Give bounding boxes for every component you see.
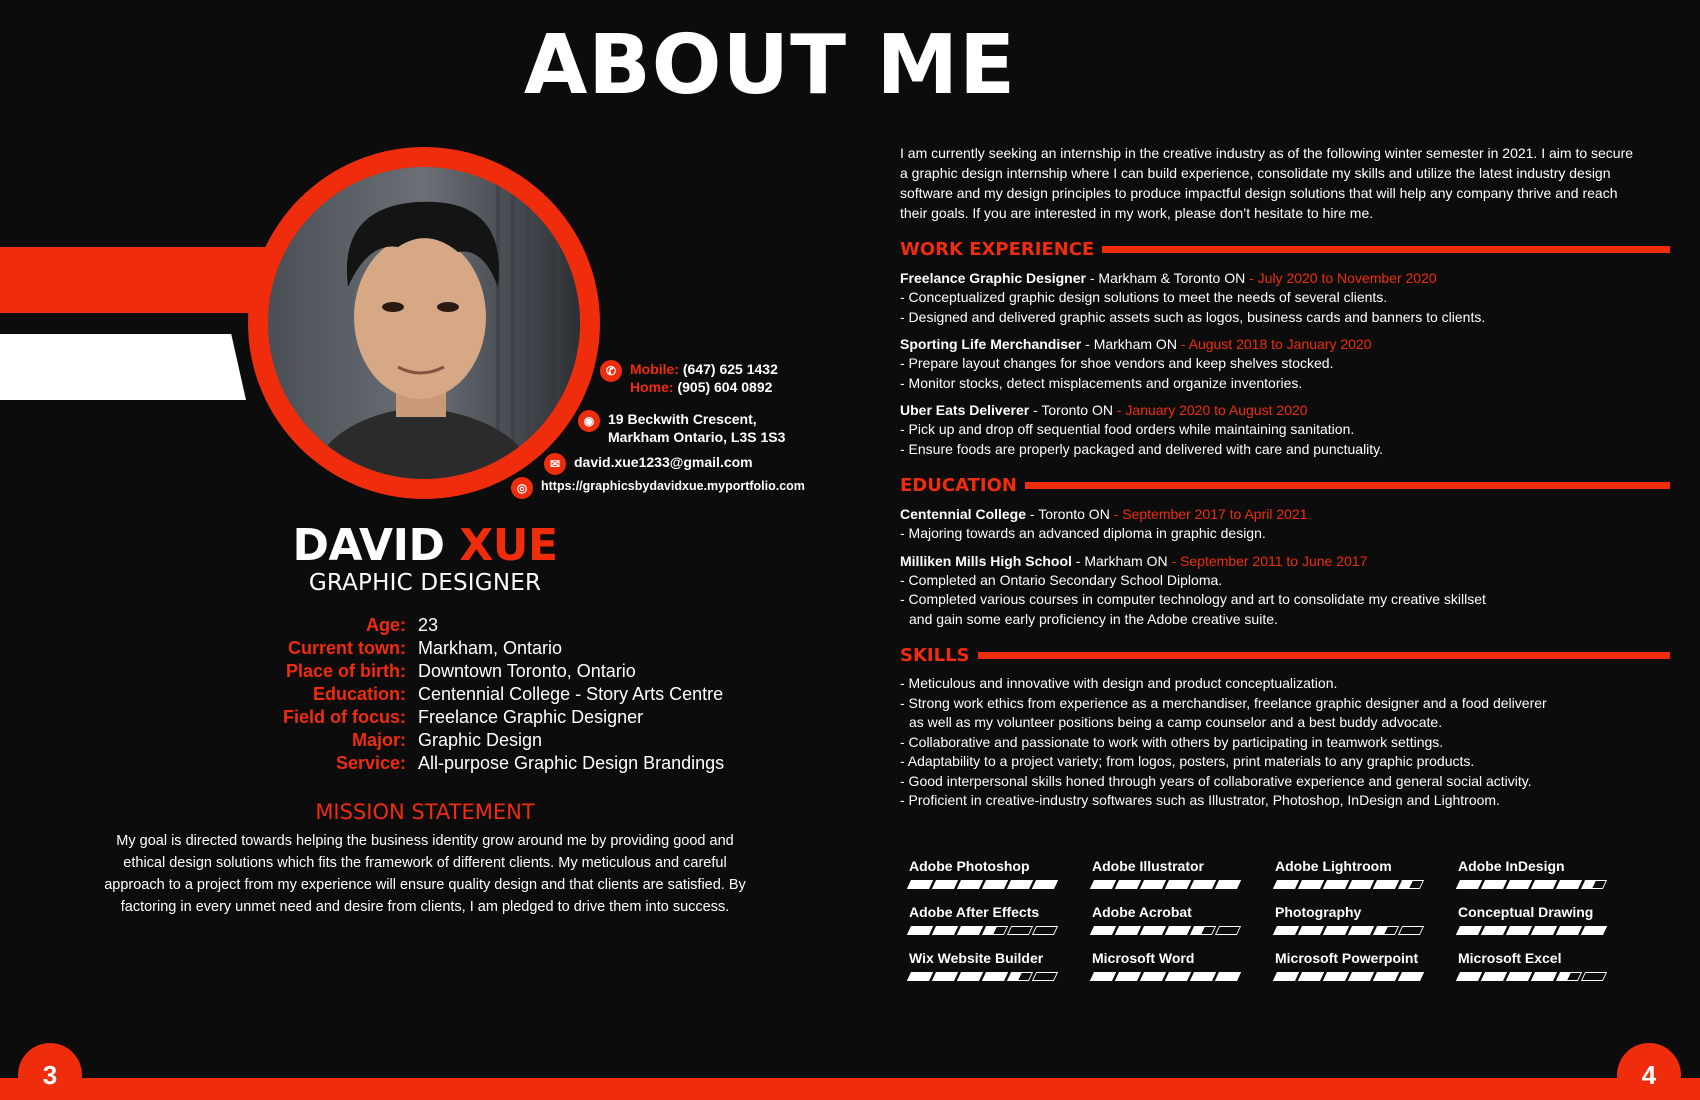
skill-segment (932, 972, 958, 981)
skill-segment (982, 926, 1008, 935)
skill-segment (1190, 972, 1216, 981)
skill-segment (1298, 880, 1324, 889)
page-title: ABOUT ME (523, 18, 1017, 113)
skill-segment (1398, 972, 1424, 981)
skill-segment (1348, 926, 1374, 935)
skill-bar (1275, 926, 1458, 935)
address-contact (578, 410, 785, 446)
skill-segment (1348, 880, 1374, 889)
skill-rating (1092, 949, 1275, 981)
job-entry (900, 400, 1670, 459)
skill-segment (1165, 880, 1191, 889)
page-number-left: 3 (18, 1043, 82, 1100)
mission-text: My goal is directed towards helping the business identity grow around me by providing good and ethical design solutions which fits the framework of different clients. My meticulous and careful approach to a project from my experience will ensure quality design and that clients are satisfied. By factoring in every unmet need and desire from clients, I am pledged to drive them into success. (104, 833, 746, 915)
detail-value: Markham, Ontario (418, 638, 563, 658)
skill-segment (1506, 972, 1532, 981)
skill-segment (1273, 926, 1299, 935)
email-link[interactable]: david.xue1233@gmail.com (574, 454, 753, 470)
skill-segment (1456, 880, 1482, 889)
school-entry (900, 551, 1670, 630)
skill-segment (1456, 926, 1482, 935)
school-place: - Markham ON (1071, 552, 1168, 569)
skill-segment (1007, 972, 1033, 981)
detail-row (160, 637, 800, 660)
skill-segment (1190, 926, 1216, 935)
skill-bullet: - Proficient in creative-industry softwares such as Illustrator, Photoshop, InDesign and Lightroom. (900, 792, 1500, 808)
last-name: XUE (459, 520, 558, 571)
mission-heading: MISSION STATEMENT (315, 800, 535, 824)
job-place: - Markham ON (1081, 336, 1177, 352)
skill-segment (932, 926, 958, 935)
skill-segment (1581, 880, 1607, 889)
detail-value: Graphic Design (418, 730, 543, 750)
mobile-label: Mobile: (630, 361, 679, 377)
skill-segment (1556, 880, 1582, 889)
school-date: - September 2017 to April 2021 (1109, 506, 1308, 522)
mail-icon: ✉ (544, 453, 566, 475)
detail-row (160, 752, 800, 775)
skill-segment (1007, 880, 1033, 889)
skill-segment (1190, 880, 1216, 889)
skill-bar (909, 972, 1092, 981)
home-number[interactable]: (905) 604 0892 (677, 379, 773, 395)
skill-name: Adobe Acrobat (1092, 904, 1192, 920)
skill-segment (1115, 926, 1141, 935)
skill-rating (909, 903, 1092, 935)
skill-segment (1323, 972, 1349, 981)
school-bullet: and gain some early proficiency in the Adobe creative suite. (909, 610, 1278, 627)
globe-icon: ◎ (511, 477, 533, 499)
job-title: Freelance Graphic Designer (900, 270, 1086, 286)
address-line-2: Markham Ontario, L3S 1S3 (608, 429, 786, 445)
skill-name: Adobe Photoshop (909, 858, 1030, 874)
skill-segment (957, 972, 983, 981)
skill-name: Adobe InDesign (1458, 858, 1565, 874)
detail-label: Field of focus: (283, 707, 406, 727)
section-title: EDUCATION (900, 475, 1017, 496)
skill-segment (1140, 880, 1166, 889)
skill-bar (1092, 926, 1275, 935)
skill-segment (1556, 972, 1582, 981)
detail-label: Age: (366, 615, 406, 635)
intro-paragraph: I am currently seeking an internship in the creative industry as of the following winter semester in 2021. I aim to secure a graphic design internship where I can build experience, consolidate my skills and utilize the latest industry design software and my design principles to produce impactful design solutions that will help any company thrive and reach their goals. If you are interested in my work, please don’t hesitate to hire me. (900, 145, 1634, 221)
school-bullet: - Majoring towards an advanced diploma in graphic design. (900, 525, 1266, 541)
skill-bullet: - Collaborative and passionate to work with others by participating in teamwork settings. (900, 733, 1444, 750)
job-bullet: - Designed and delivered graphic assets such as logos, business cards and banners to clients. (900, 308, 1486, 325)
skill-segment (1090, 880, 1116, 889)
skill-segment (1215, 972, 1241, 981)
skill-segment (1273, 972, 1299, 981)
skill-segment (1506, 926, 1532, 935)
detail-label: Service: (335, 753, 406, 773)
detail-value: Freelance Graphic Designer (418, 707, 644, 727)
skill-segment (1032, 972, 1058, 981)
skill-rating (1458, 857, 1641, 889)
detail-row (160, 614, 800, 637)
skill-name: Adobe Illustrator (1092, 858, 1205, 874)
job-title: Uber Eats Deliverer (900, 402, 1030, 418)
job-title: Sporting Life Merchandiser (900, 336, 1082, 352)
school-place: - Toronto ON (1026, 506, 1110, 522)
detail-value: All-purpose Graphic Design Brandings (418, 753, 725, 773)
detail-row (160, 706, 800, 729)
skill-segment (1373, 880, 1399, 889)
skill-name: Microsoft Word (1092, 950, 1195, 966)
skill-segment (1273, 880, 1299, 889)
skill-segment (957, 880, 983, 889)
skill-name: Photography (1275, 904, 1362, 920)
skill-bar (1092, 972, 1275, 981)
skill-rating (1092, 857, 1275, 889)
detail-value: Centennial College - Story Arts Centre (418, 684, 724, 704)
skill-segment (1531, 972, 1557, 981)
skill-segment (1373, 972, 1399, 981)
skill-bar (1275, 972, 1458, 981)
skill-segment (1581, 926, 1607, 935)
address-line-1: 19 Beckwith Crescent, (608, 411, 757, 427)
skill-rating (909, 949, 1092, 981)
detail-value: 23 (418, 615, 439, 635)
skill-segment (1032, 880, 1058, 889)
skill-bullet: - Meticulous and innovative with design and product conceptualization. (900, 675, 1338, 691)
job-role: GRAPHIC DESIGNER (308, 570, 542, 596)
skill-segment (1215, 926, 1241, 935)
detail-label: Current town: (288, 638, 406, 658)
section-title: SKILLS (900, 645, 970, 666)
skill-segment (1115, 880, 1141, 889)
email-contact (544, 453, 753, 475)
skill-segment (907, 880, 933, 889)
job-date: - July 2020 to November 2020 (1245, 270, 1437, 286)
skill-bullet: as well as my volunteer positions being a camp counselor and a best buddy advocate. (909, 714, 1443, 730)
skill-segment (1032, 926, 1058, 935)
section-title: WORK EXPERIENCE (900, 239, 1095, 260)
skill-rating (1458, 903, 1641, 935)
skill-segment (1323, 926, 1349, 935)
skill-segment (1456, 972, 1482, 981)
skills-list (900, 674, 1670, 811)
skills-header (900, 645, 1670, 666)
website-link[interactable]: https://graphicsbydavidxue.myportfolio.com (541, 479, 805, 493)
detail-value: Downtown Toronto, Ontario (418, 661, 636, 681)
skill-rating (1092, 903, 1275, 935)
skill-segment (1348, 972, 1374, 981)
job-entry (900, 268, 1670, 327)
skill-segment (1398, 926, 1424, 935)
skill-rating (909, 857, 1092, 889)
red-accent-bar (0, 247, 290, 313)
skill-segment (1165, 926, 1191, 935)
school-bullet: - Completed various courses in computer technology and art to consolidate my creative skillset (900, 591, 1486, 607)
skill-bar (1275, 880, 1458, 889)
skill-segment (1531, 880, 1557, 889)
school-bullet: - Completed an Ontario Secondary School Diploma. (900, 571, 1223, 588)
personal-details (160, 614, 800, 775)
phone-contact (600, 360, 778, 396)
skill-bar (909, 880, 1092, 889)
detail-label: Place of birth: (285, 661, 406, 681)
detail-row (160, 660, 800, 683)
skill-segment (1481, 972, 1507, 981)
skill-bar (1458, 880, 1641, 889)
skill-segment (1323, 880, 1349, 889)
education-header (900, 475, 1670, 496)
skill-bullet: - Strong work ethics from experience as a merchandiser, freelance graphic designer and a food deliverer (900, 694, 1547, 711)
school-date: - September 2011 to June 2017 (1167, 552, 1368, 569)
skill-segment (1140, 972, 1166, 981)
job-bullet: - Pick up and drop off sequential food orders while maintaining sanitation. (900, 421, 1355, 437)
work-experience-header (900, 239, 1670, 260)
skill-segment (1090, 926, 1116, 935)
detail-row (160, 683, 800, 706)
detail-row (160, 729, 800, 752)
white-accent-bar (0, 334, 246, 400)
skill-segment (1140, 926, 1166, 935)
detail-label: Education: (313, 684, 406, 704)
school-name: Centennial College (900, 506, 1027, 522)
phone-icon: ✆ (600, 360, 622, 382)
school-entry (900, 504, 1670, 544)
job-place: - Toronto ON (1029, 402, 1113, 418)
skill-segment (907, 972, 933, 981)
job-place: - Markham & Toronto ON (1085, 270, 1246, 286)
skill-segment (1115, 972, 1141, 981)
profile-photo (268, 167, 580, 479)
section-rule (1102, 246, 1670, 253)
skill-rating (1458, 949, 1641, 981)
skill-bullet: - Adaptability to a project variety; from logos, posters, print materials to any graphic products. (900, 753, 1475, 769)
skill-segment (982, 880, 1008, 889)
skill-segment (957, 926, 983, 935)
detail-label: Major: (352, 730, 406, 750)
skill-bar (909, 926, 1092, 935)
skill-segment (1298, 972, 1324, 981)
skill-segment (1165, 972, 1191, 981)
home-label: Home: (630, 379, 674, 395)
job-bullet: - Monitor stocks, detect misplacements and organize inventories. (900, 374, 1303, 391)
job-bullet: - Prepare layout changes for shoe vendors and keep shelves stocked. (900, 355, 1334, 371)
skill-segment (1298, 926, 1324, 935)
footer-bar (0, 1078, 1700, 1100)
skill-segment (932, 880, 958, 889)
skill-segment (1215, 880, 1241, 889)
page-number-right: 4 (1617, 1043, 1681, 1100)
section-rule (1025, 482, 1670, 489)
skill-name: Conceptual Drawing (1458, 904, 1594, 920)
skill-bar (1092, 880, 1275, 889)
job-bullet: - Conceptualized graphic design solutions to meet the needs of several clients. (900, 289, 1388, 305)
person-name (0, 520, 850, 571)
skill-name: Microsoft Excel (1458, 950, 1562, 966)
skill-segment (1373, 926, 1399, 935)
skill-segment (1506, 880, 1532, 889)
skill-bullet: - Good interpersonal skills honed through years of collaborative experience and general social activity. (900, 772, 1532, 789)
portrait-image (268, 167, 580, 479)
skill-rating (1275, 857, 1458, 889)
website-contact (511, 477, 805, 499)
skill-segment (1481, 880, 1507, 889)
skill-rating (1275, 903, 1458, 935)
location-pin-icon: ◉ (578, 410, 600, 432)
skill-bar (1458, 972, 1641, 981)
job-entry (900, 334, 1670, 393)
first-name: DAVID (292, 520, 445, 571)
skill-name: Microsoft Powerpoint (1275, 950, 1419, 966)
skill-segment (1398, 880, 1424, 889)
section-rule (978, 652, 1670, 659)
job-bullet: - Ensure foods are properly packaged and delivered with care and punctuality. (900, 440, 1384, 457)
skill-ratings (909, 857, 1629, 981)
skill-segment (1556, 926, 1582, 935)
skill-name: Wix Website Builder (909, 950, 1044, 966)
resume-column (900, 143, 1670, 811)
skill-name: Adobe After Effects (909, 904, 1040, 920)
mobile-number[interactable]: (647) 625 1432 (682, 361, 778, 377)
skill-segment (982, 972, 1008, 981)
skill-rating (1275, 949, 1458, 981)
skill-segment (1007, 926, 1033, 935)
skill-segment (1481, 926, 1507, 935)
skill-name: Adobe Lightroom (1275, 858, 1392, 874)
skill-segment (1581, 972, 1607, 981)
skill-bar (1458, 926, 1641, 935)
skill-segment (907, 926, 933, 935)
job-date: - August 2018 to January 2020 (1176, 336, 1372, 352)
school-name: Milliken Mills High School (900, 552, 1072, 569)
skill-segment (1531, 926, 1557, 935)
skill-segment (1090, 972, 1116, 981)
job-date: - January 2020 to August 2020 (1112, 402, 1308, 418)
